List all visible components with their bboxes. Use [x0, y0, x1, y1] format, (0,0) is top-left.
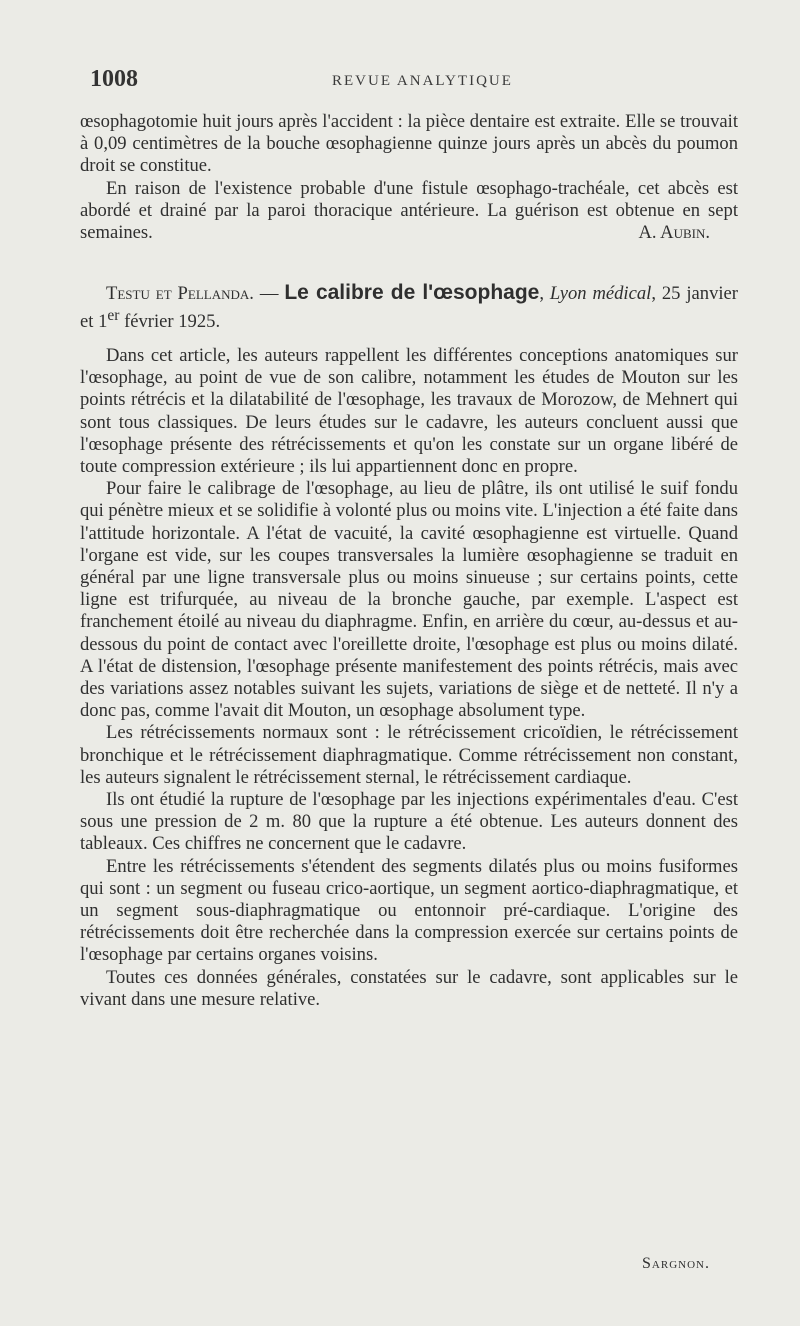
article-signature: Sargnon. — [642, 1255, 710, 1272]
body-paragraph-4: Ils ont étudié la rupture de l'œsophage par les injections expérimentales d'eau. C'est sous une pression de 2 m. 80 que la rupture a été obtenue. Les auteurs donnent des tableaux. Ces chiffres ne concernent que le cadavre. — [80, 789, 738, 855]
page-number: 1008 — [90, 66, 138, 92]
article-body — [80, 345, 738, 1011]
article-citation — [80, 282, 738, 334]
first-article-text — [80, 111, 738, 244]
first-article-paragraph-2: En raison de l'existence probable d'une fistule œsophago-trachéale, cet abcès est abordé et drainé par la paroi thoracique antérieure. La guérison est obtenue en sept semaines. A. Aubin. — [80, 177, 738, 244]
body-paragraph-3: Les rétrécissements normaux sont : le rétrécissement cricoïdien, le rétrécissement bronchique et le rétrécissement diaphragmatique. Comme rétrécissement non constant, les auteurs signalent le rétrécissement sternal, le rétrécissement cardiaque. — [80, 722, 738, 788]
citation-date-prefix: , 25 janvier et 1 — [80, 283, 738, 333]
body-paragraph-1: Dans cet article, les auteurs rappellent les différentes conceptions anatomiques sur l'œsophage, au point de vue de son calibre, notamment les études de Mouton sur les points rétrécis et la dilatabilité de l'œsophage, les travaux de Morozow, de Mehnert qui sont tous classiques. De leurs études sur le cadavre, les auteurs concluent aussi que l'œsophage présente des rétrécissements et qu'on les constate sur un organe libéré de toute compression extérieure ; ils lui appartiennent donc en propre. — [80, 345, 738, 478]
page-header — [90, 66, 720, 96]
citation-journal: Lyon médical — [549, 283, 652, 304]
citation-date-suffix: février 1925. — [119, 311, 221, 333]
body-paragraph-6: Toutes ces données générales, constatées sur le cadavre, sont applicables sur le vivant dans une mesure relative. — [80, 966, 738, 1010]
citation-date-superscript: er — [107, 307, 120, 325]
running-title: REVUE ANALYTIQUE — [332, 73, 513, 89]
body-paragraph-5: Entre les rétrécissements s'étendent des segments dilatés plus ou moins fusiformes qui sont : un segment ou fuseau crico-aortique, un segment aortico-diaphragmatique, et un segment sous-diaphragmatique ou entonnoir pré-cardiaque. L'origine des rétrécissements doit être recherchée dans la compression exercée sur certains points de l'œsophage par certains organes voisins. — [80, 855, 738, 966]
citation-authors: Testu et Pellanda. — [106, 283, 254, 304]
citation-title: Le calibre de l'œsophage — [284, 281, 540, 304]
citation-separator: , — [539, 283, 550, 304]
first-article-signature: A. Aubin. — [638, 222, 710, 244]
body-paragraph-2: Pour faire le calibrage de l'œsophage, au lieu de plâtre, ils ont utilisé le suif fondu qui pénètre mieux et se solidifie à volonté plus ou moins vite. L'injection a été faite dans l'attitude horizontale. A l'état de vacuité, la cavité œsophagienne est virtuelle. Quand l'organe est vide, sur les coupes transversales la lumière œsophagienne se traduit en général par une ligne transversale plus ou moins sinueuse ; sur certains points, cette ligne est trifurquée, au niveau de la bronche gauche, par exemple. L'aspect est franchement étoilé au niveau du diaphragme. Enfin, en arrière du cœur, au-dessus et au-dessous du point de contact avec l'oreillette droite, l'œsophage est plus ou moins dilaté. A l'état de distension, l'œsophage présente manifestement des points rétrécis, mais avec des variations assez notables suivant les sujets, variations de siège et de netteté. Il n'y a donc pas, comme l'avait dit Mouton, un œsophage absolument type. — [80, 478, 738, 722]
first-article-paragraph-1: œsophagotomie huit jours après l'accident : la pièce dentaire est extraite. Elle se trouvait à 0,09 centimètres de la bouche œsophagienne quinze jours après un abcès du poumon droit se constitue. — [80, 111, 738, 177]
citation-dash: — — [253, 283, 285, 304]
